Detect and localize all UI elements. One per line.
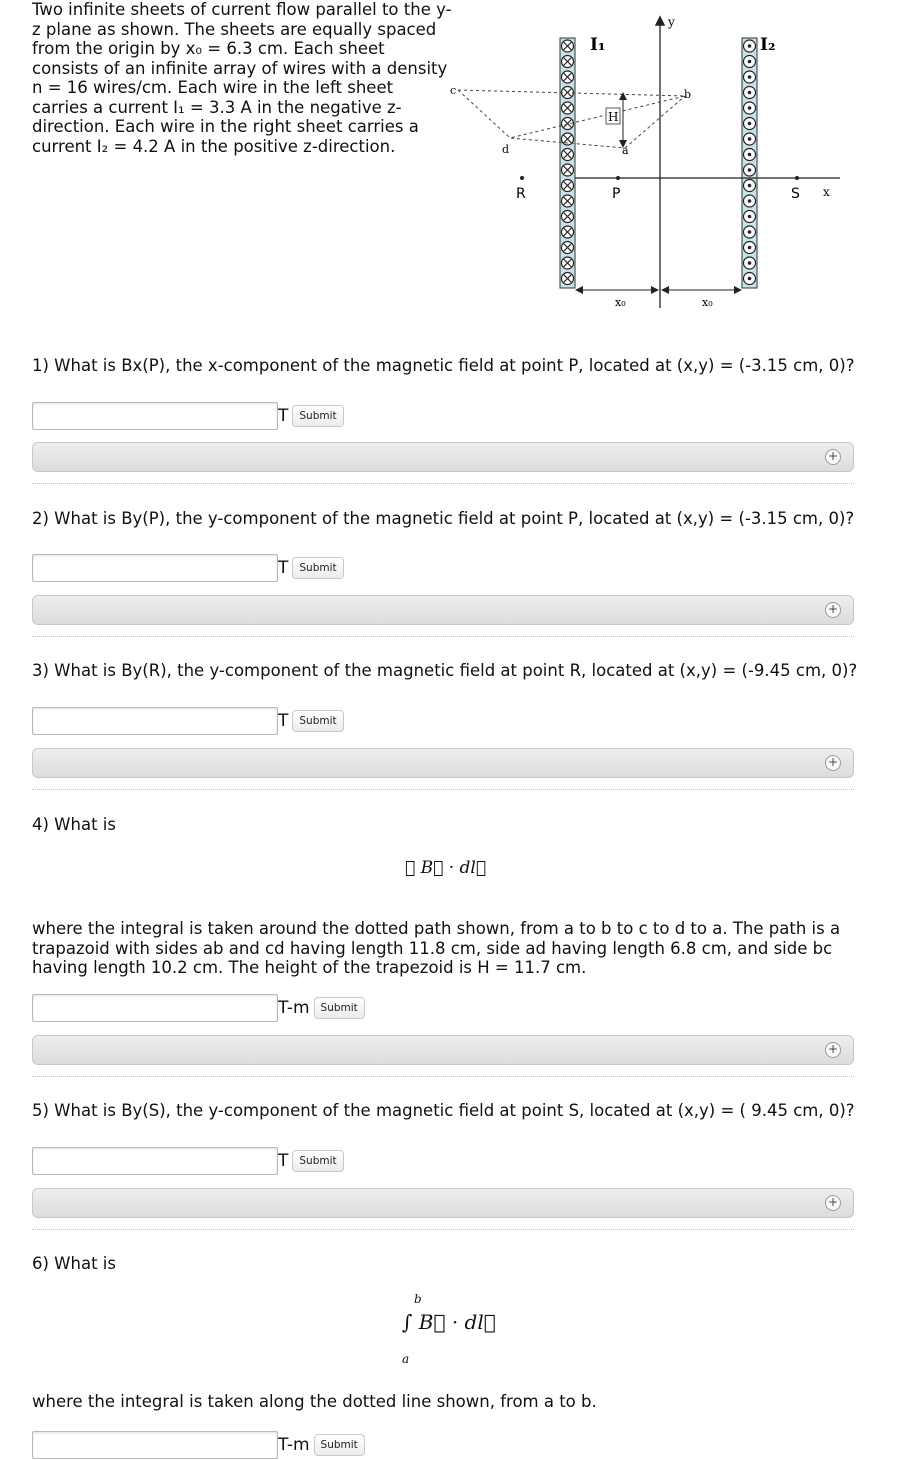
answer-row-6 (32, 1430, 365, 1460)
expand-plus-icon[interactable]: + (825, 449, 841, 465)
wire-dot-mark (748, 44, 752, 48)
wire-dot-mark (748, 246, 752, 250)
section-divider (32, 1229, 854, 1230)
submit-button-4[interactable]: Submit (314, 997, 365, 1019)
point-S (795, 176, 799, 180)
expand-plus-icon[interactable]: + (825, 1042, 841, 1058)
answer-input-3[interactable] (32, 707, 278, 735)
unit-label-6: T-m (278, 1435, 310, 1455)
answer-row-3 (32, 706, 344, 736)
integral-upper-limit: b (414, 1292, 422, 1306)
unit-label-5: T (278, 1151, 289, 1171)
label-b: b (684, 88, 692, 101)
label-R: R (516, 186, 526, 202)
wire-dot-mark (748, 91, 752, 95)
question-1-text: 1) What is Bx(P), the x-component of the magnetic field at point P, located at (x,y) = (-3.15 cm, 0)? (32, 356, 855, 375)
expand-plus-icon[interactable]: + (825, 602, 841, 618)
integral-lower-limit: a (402, 1352, 410, 1366)
wire-dot-mark (748, 60, 752, 64)
question-3-text: 3) What is By(R), the y-component of the magnetic field at point R, located at (x,y) = (-9.45 cm, 0)? (32, 661, 858, 680)
hint-bar-3[interactable] (32, 748, 854, 778)
label-P: P (612, 186, 621, 202)
unit-label-3: T (278, 711, 289, 731)
answer-input-1[interactable] (32, 402, 278, 430)
label-I2: I₂ (760, 35, 776, 55)
current-sheets-diagram (440, 8, 904, 318)
submit-button-5[interactable]: Submit (292, 1150, 343, 1172)
section-divider (32, 636, 854, 637)
answer-row-2 (32, 553, 344, 583)
wire-dot-mark (748, 199, 752, 203)
closed-line-integral: ∮ B⃗ · dl⃗ (405, 858, 487, 878)
answer-input-2[interactable] (32, 554, 278, 582)
question-6-text: 6) What is (32, 1254, 116, 1273)
wire-dot-mark (748, 277, 752, 281)
answer-input-5[interactable] (32, 1147, 278, 1175)
problem-intro: Two infinite sheets of current flow parallel to the y-z plane as shown. The sheets are equally spaced from the origin by x₀ = 6.3 cm. Each sheet consists of an infinite array of wires with a density n = 16 wires/cm. Each wire in the left sheet carries a current I₁ = 3.3 A in the negative z-direction. Each wire in the right sheet carries a current I₂ = 4.2 A in the positive z-direction. (32, 0, 452, 156)
label-d: d (502, 143, 510, 156)
unit-label-2: T (278, 558, 289, 578)
hint-bar-1[interactable] (32, 442, 854, 472)
label-I1: I₁ (590, 35, 606, 55)
question-4-description: where the integral is taken around the dotted path shown, from a to b to c to d to a. The path is a trapazoid with sides ab and cd having length 11.8 cm, side ad having length 6.8 cm, and side bc having length 10.2 cm. The height of the trapezoid is H = 11.7 cm. (32, 919, 841, 977)
expand-plus-icon[interactable]: + (825, 1195, 841, 1211)
submit-button-6[interactable]: Submit (314, 1434, 365, 1456)
wire-dot-mark (748, 168, 752, 172)
label-c: c (450, 84, 457, 97)
point-P (616, 176, 620, 180)
answer-input-4[interactable] (32, 994, 278, 1022)
hint-bar-4[interactable] (32, 1035, 854, 1065)
label-H: H (608, 110, 619, 124)
question-4-text: 4) What is (32, 815, 116, 834)
submit-button-2[interactable]: Submit (292, 557, 343, 579)
section-divider (32, 1076, 854, 1077)
wire-dot-mark (748, 261, 752, 265)
answer-input-6[interactable] (32, 1431, 278, 1459)
answer-row-1 (32, 401, 344, 431)
y-axis-label: y (668, 15, 675, 29)
point-R (520, 176, 524, 180)
wire-dot-mark (748, 106, 752, 110)
line-integral: ∫ B⃗ · dl⃗ (402, 1310, 496, 1334)
wire-dot-mark (748, 75, 752, 79)
wire-dot-mark (748, 137, 752, 141)
expand-plus-icon[interactable]: + (825, 755, 841, 771)
hint-bar-2[interactable] (32, 595, 854, 625)
label-a: a (622, 144, 629, 157)
x-axis-label: x (823, 185, 830, 199)
wire-dot-mark (748, 230, 752, 234)
unit-label-4: T-m (278, 998, 310, 1018)
question-2-text: 2) What is By(P), the y-component of the magnetic field at point P, located at (x,y) = (-3.15 cm, 0)? (32, 509, 855, 528)
wire-dot-mark (748, 153, 752, 157)
question-6-description: where the integral is taken along the dotted line shown, from a to b. (32, 1392, 597, 1411)
wire-dot-mark (748, 122, 752, 126)
answer-row-4 (32, 993, 365, 1023)
submit-button-3[interactable]: Submit (292, 710, 343, 732)
section-divider (32, 789, 854, 790)
label-x0-left: x₀ (615, 296, 626, 309)
section-divider (32, 483, 854, 484)
answer-row-5 (32, 1146, 344, 1176)
wire-dot-mark (748, 184, 752, 188)
unit-label-1: T (278, 406, 289, 426)
hint-bar-5[interactable] (32, 1188, 854, 1218)
label-x0-right: x₀ (702, 296, 713, 309)
question-5-text: 5) What is By(S), the y-component of the magnetic field at point S, located at (x,y) = ( 9.45 cm, 0)? (32, 1101, 855, 1120)
wire-dot-mark (748, 215, 752, 219)
submit-button-1[interactable]: Submit (292, 405, 343, 427)
label-S: S (791, 186, 800, 202)
dotted-line-ab (625, 96, 685, 148)
